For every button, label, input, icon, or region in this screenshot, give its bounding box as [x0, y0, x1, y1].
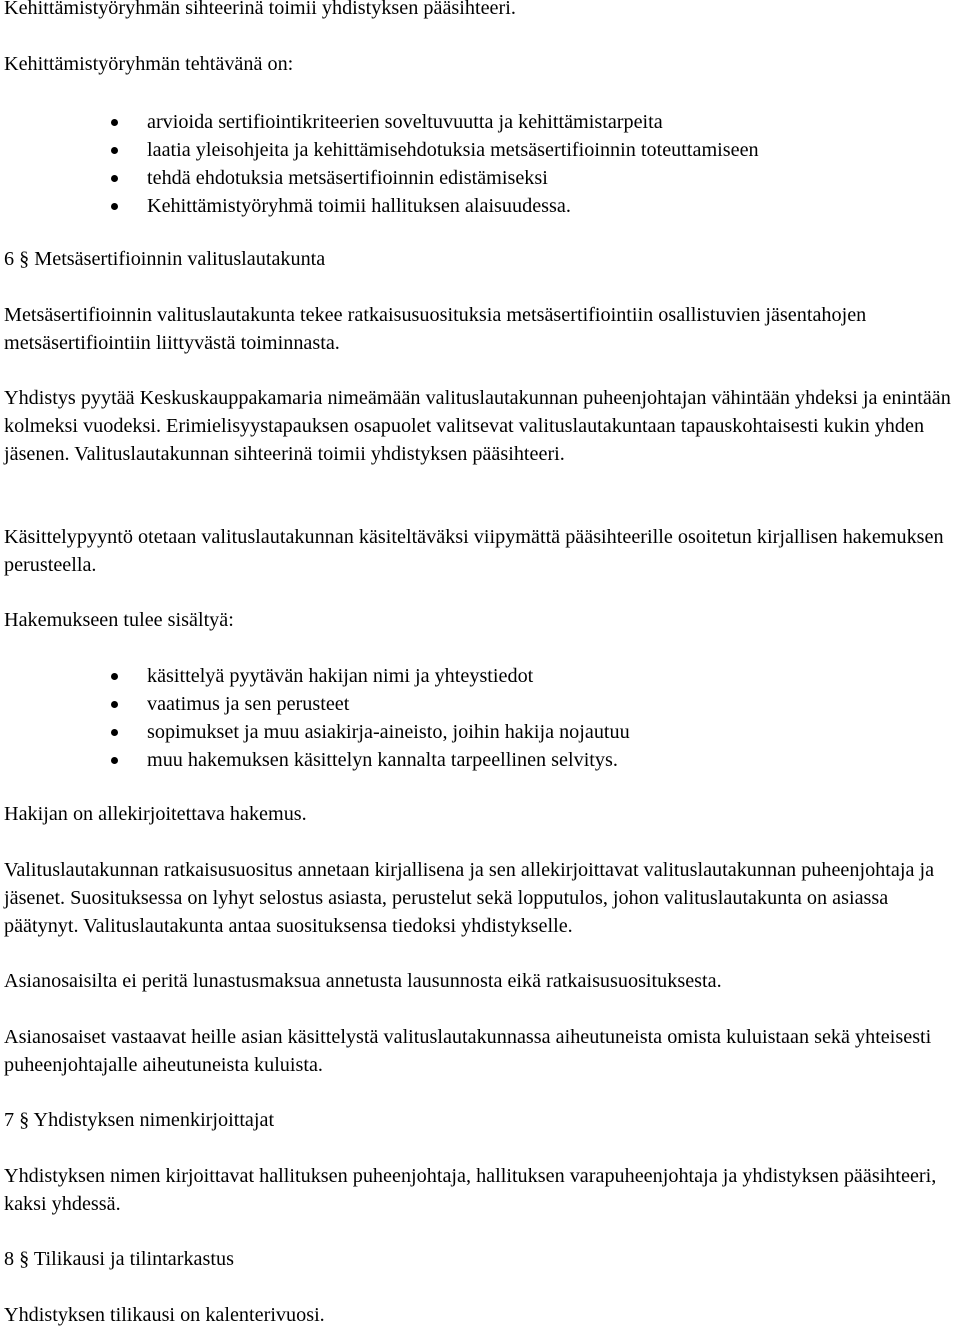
paragraph-group-intro: Kehittämistyöryhmän tehtävänä on:: [4, 53, 294, 75]
paragraph-secretary: Kehittämistyöryhmän sihteerinä toimii yhdistyksen pääsihteeri.: [4, 0, 516, 19]
list-item: arvioida sertifiointikriteerien soveltuvuutta ja kehittämistarpeita: [0, 108, 960, 136]
list-item: vaatimus ja sen perusteet: [0, 690, 960, 718]
bullet-icon: [111, 119, 118, 126]
section-8-paragraph-1: Yhdistyksen tilikausi on kalenterivuosi.: [4, 1304, 325, 1326]
bullet-icon: [111, 175, 118, 182]
section-6-paragraph-5: Hakijan on allekirjoitettava hakemus.: [4, 803, 307, 825]
section-6-heading: 6 § Metsäsertifioinnin valituslautakunta: [4, 248, 326, 270]
section-6-paragraph-2: Yhdistys pyytää Keskuskauppakamaria nimeämään valituslautakunnan puheenjohtajan vähintään yhdeksi ja enintään kolmeksi vuodeksi. Erimielisyystapauksen osapuolet valitsevat valituslautakuntaan tapauskohtaisesti kukin yhden jäsenen. Valituslautakunnan sihteerinä toimii yhdistyksen pääsihteeri.: [4, 387, 951, 465]
section-6-paragraph-1: Metsäsertifioinnin valituslautakunta tekee ratkaisusuosituksia metsäsertifiointiin osallistuvien jäsentahojen metsäsertifiointiin liittyvästä toiminnasta.: [4, 304, 867, 354]
list-item: laatia yleisohjeita ja kehittämisehdotuksia metsäsertifioinnin toteuttamiseen: [0, 136, 960, 164]
bullet-icon: [111, 203, 118, 210]
list-item: sopimukset ja muu asiakirja-aineisto, joihin hakija nojautuu: [0, 718, 960, 746]
bullet-icon: [111, 757, 118, 764]
section-6-paragraph-4: Hakemukseen tulee sisältyä:: [4, 609, 234, 631]
application-item-list: [0, 662, 960, 774]
bullet-icon: [111, 701, 118, 708]
list-item: käsittelyä pyytävän hakijan nimi ja yhteystiedot: [0, 662, 960, 690]
group-task-list: [0, 108, 960, 220]
list-item: muu hakemuksen käsittelyn kannalta tarpeellinen selvitys.: [0, 746, 960, 774]
section-6-paragraph-6: Valituslautakunnan ratkaisusuositus annetaan kirjallisena ja sen allekirjoittavat valituslautakunnan puheenjohtaja ja jäsenet. Suosituksessa on lyhyt selostus asiasta, perustelut sekä lopputulos, johon valituslautakunta on asiassa päätynyt. Valituslautakunta antaa suosituksensa tiedoksi yhdistykselle.: [4, 859, 935, 937]
bullet-icon: [111, 673, 118, 680]
bullet-icon: [111, 147, 118, 154]
section-8-heading: 8 § Tilikausi ja tilintarkastus: [4, 1248, 234, 1270]
section-7-heading: 7 § Yhdistyksen nimenkirjoittajat: [4, 1109, 275, 1131]
list-item: tehdä ehdotuksia metsäsertifioinnin edistämiseksi: [0, 164, 960, 192]
list-item: Kehittämistyöryhmä toimii hallituksen alaisuudessa.: [0, 192, 960, 220]
bullet-icon: [111, 729, 118, 736]
section-6-paragraph-8: Asianosaiset vastaavat heille asian käsittelystä valituslautakunnassa aiheutuneista omista kuluistaan sekä yhteisesti puheenjohtajalle aiheutuneista kuluista.: [4, 1026, 932, 1076]
section-6-paragraph-3: Käsittelypyyntö otetaan valituslautakunnan käsiteltäväksi viipymättä pääsihteerille osoitetun kirjallisen hakemuksen perusteella.: [4, 526, 944, 576]
section-6-paragraph-7: Asianosaisilta ei peritä lunastusmaksua annetusta lausunnosta eikä ratkaisusuosituksesta.: [4, 970, 722, 992]
section-7-paragraph-1: Yhdistyksen nimen kirjoittavat hallituksen puheenjohtaja, hallituksen varapuheenjohtaja ja yhdistyksen pääsihteeri, kaksi yhdessä.: [4, 1165, 937, 1215]
